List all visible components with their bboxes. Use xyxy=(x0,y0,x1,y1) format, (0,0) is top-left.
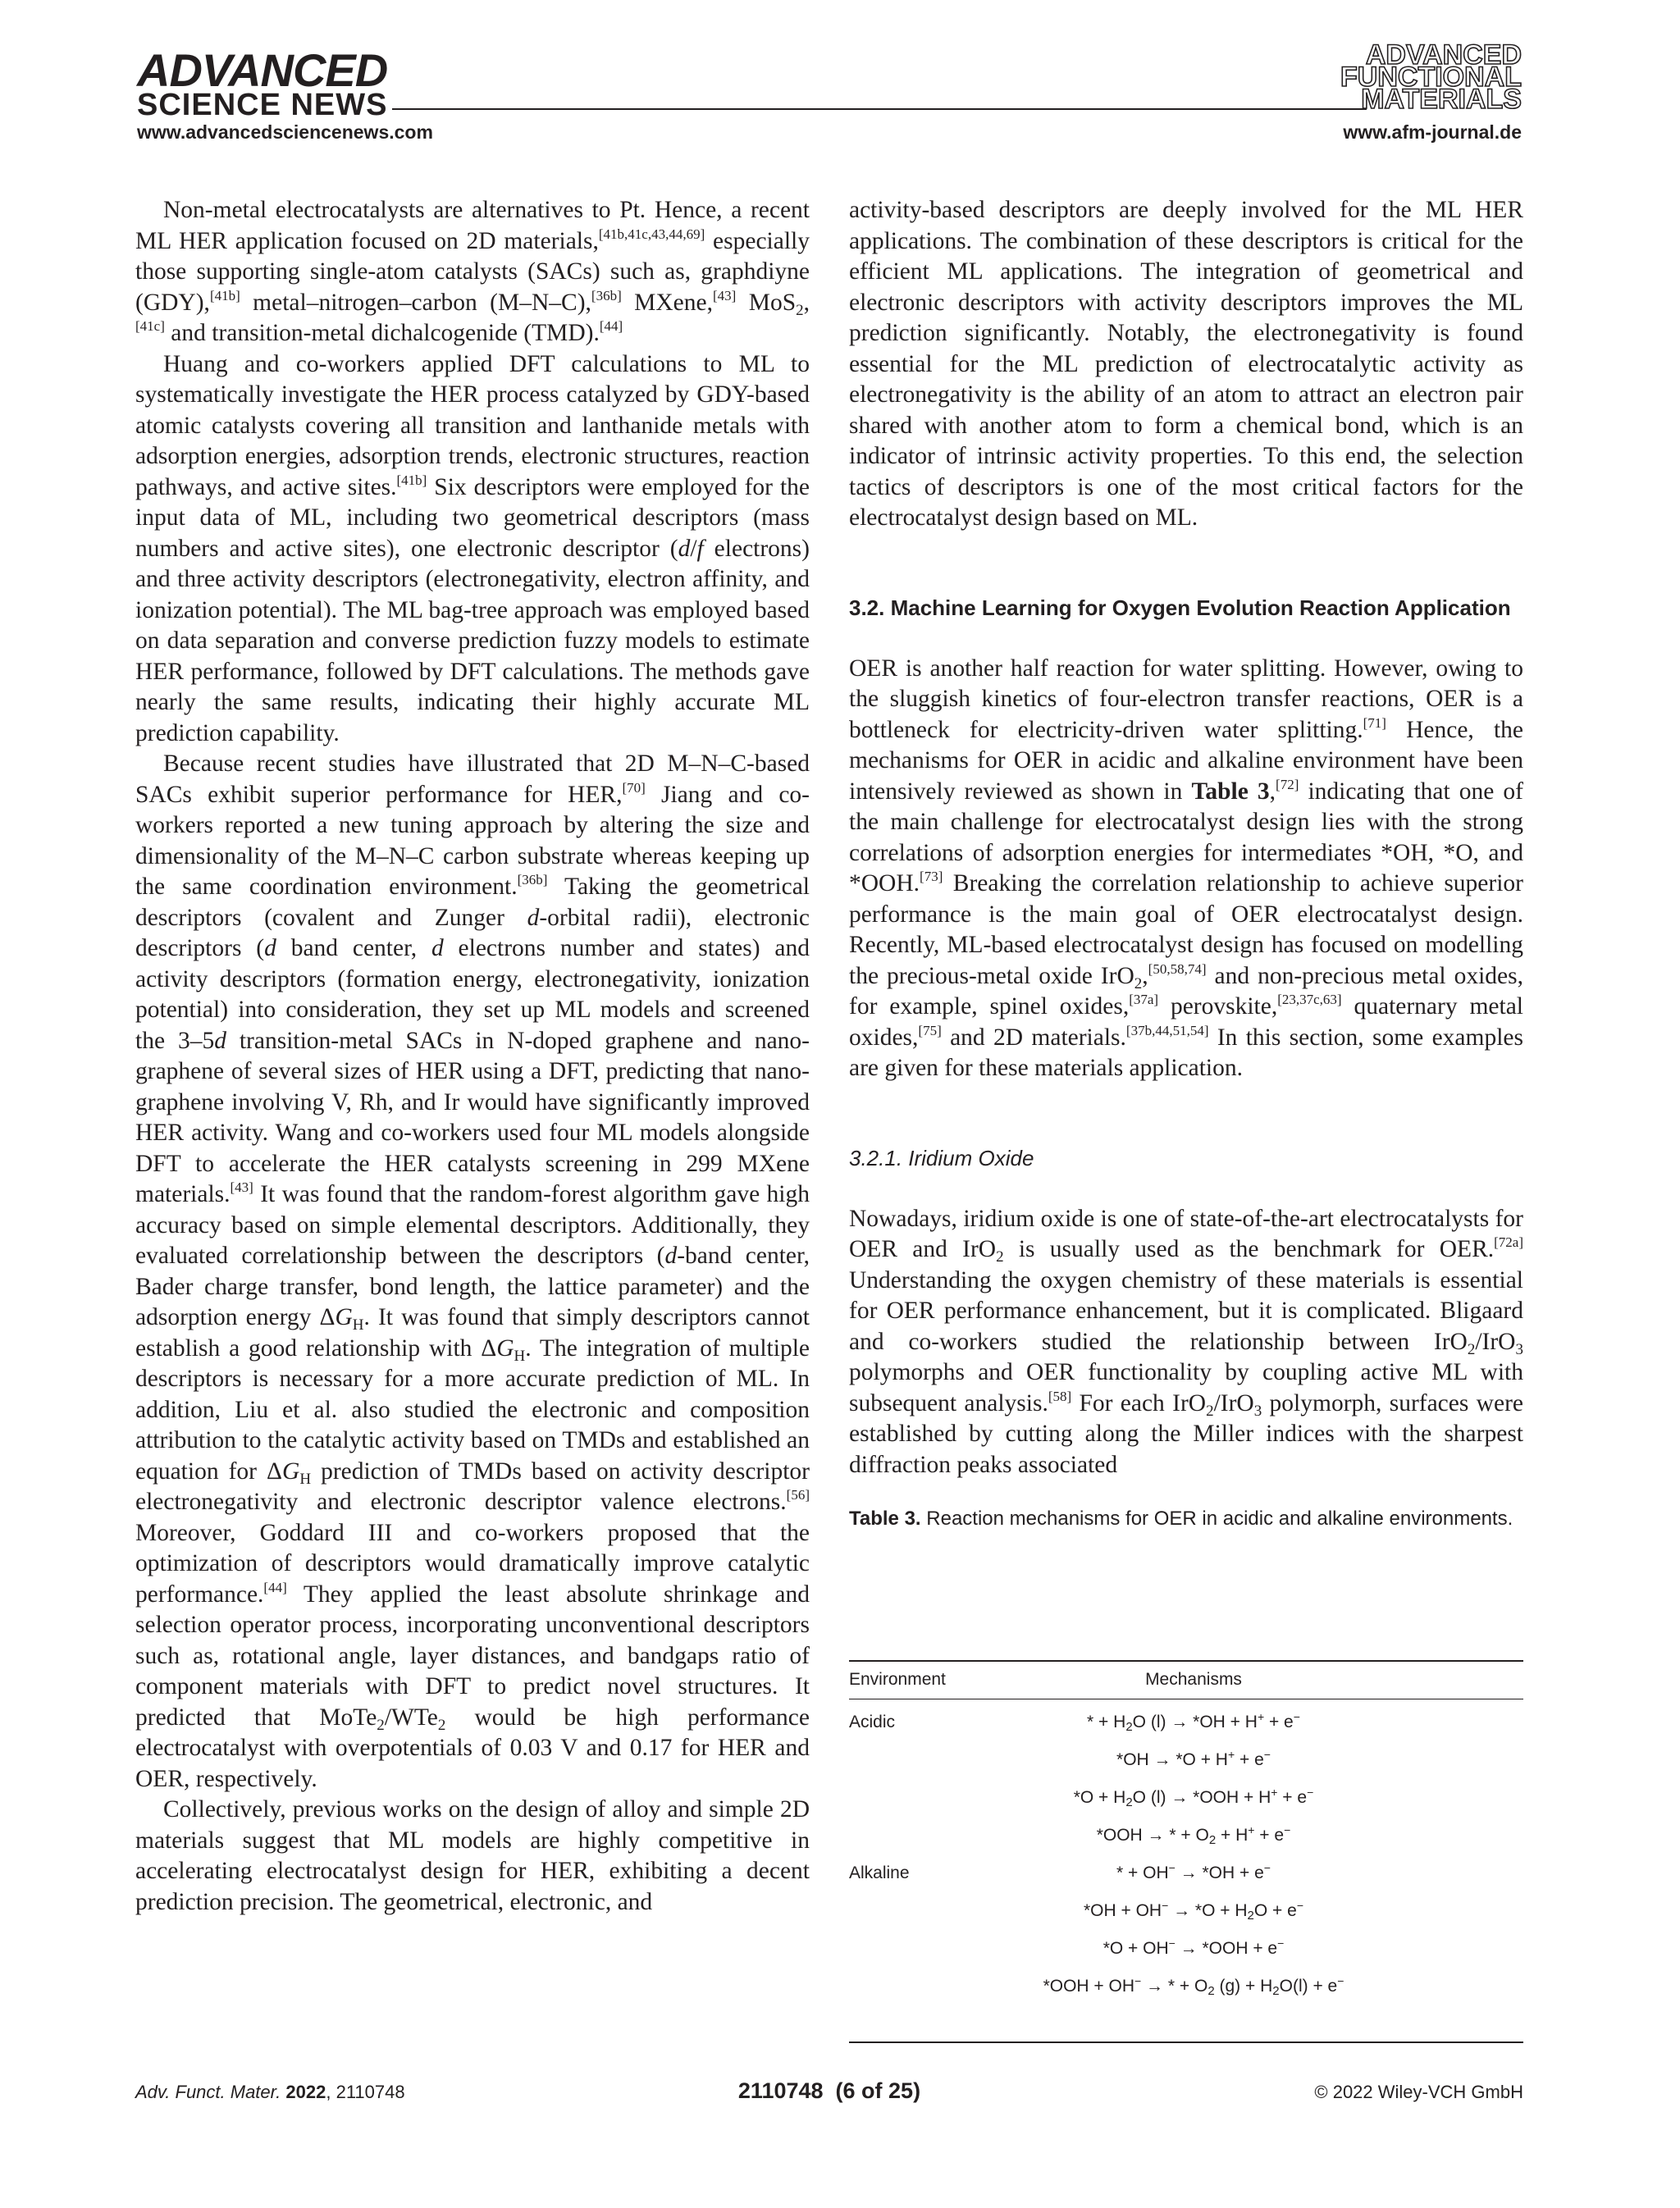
journal-logo-line: FUNCTIONAL xyxy=(1340,62,1522,93)
table-cell-mechanism: $*O + H_2O$ (l) → *OOH + H+ + e− xyxy=(1073,1786,1314,1809)
table-cell-mechanism: * + OH− → *OH + e− xyxy=(1116,1861,1271,1882)
table-row xyxy=(849,1780,1523,1818)
journal-logo-line: ADVANCED xyxy=(1365,39,1522,71)
footer-year: 2022 xyxy=(285,2082,326,2102)
subsection-heading: 3.2.1. Iridium Oxide xyxy=(849,1145,1034,1170)
logo-science-news: SCIENCE NEWS xyxy=(137,88,388,122)
logo-advanced: ADVANCED xyxy=(137,44,388,96)
table-cell-mechanism: * + $H_2O$ (l) → *OH + H+ + e− xyxy=(1087,1710,1300,1734)
publisher-logo xyxy=(137,44,388,122)
journal-url[interactable]: www.afm-journal.de xyxy=(1343,121,1522,143)
body-paragraph: Collectively, previous works on the design of alloy and simple 2D materials suggest that ML models are highly competitive in accelerating electrocatalyst design for HER, exhibiting a decent prediction precision. The geometrical, electronic, and xyxy=(135,1796,810,1915)
table-header-environment: Environment xyxy=(849,1670,946,1689)
body-paragraph: Non-metal electrocatalysts are alternatives to Pt. Hence, a recent ML HER application focused on 2D materials,[41b,41c,43,44,69] especially those supporting single-atom catalysts (SACs) such as, graphdiyne (GDY),[41b] metal–nitrogen–carbon (M–N–C),[36b] MXene,[43] MoS$_2$,[41c] and transition-metal dichalcogenide (TMD).[44] xyxy=(135,197,810,346)
section-heading: 3.2. Machine Learning for Oxygen Evolution Reaction Application xyxy=(849,595,1511,620)
table-header-mechanisms: Mechanisms xyxy=(1145,1670,1242,1689)
body-paragraph: Nowadays, iridium oxide is one of state-of-the-art electrocatalysts for OER and IrO$_2$ is usually used as the benchmark for OER.[72a] Understanding the oxygen chemistry of these materials is essential for OER performance enhancement, but it is complicated. Bligaard and co-workers studied the relationship between IrO$_2$/IrO$_3$ polymorphs and OER functionality by coupling active ML with subsequent analysis.[58] For each IrO$_2$/IrO$_3$ polymorph, surfaces were established by cutting along the Miller indices with the sharpest diffraction peaks associated xyxy=(849,1205,1524,1478)
table-top-rule xyxy=(849,1660,1523,1662)
table-row xyxy=(849,1968,1523,2006)
header-rule xyxy=(392,108,1367,110)
journal-logo xyxy=(1340,39,1522,115)
table-bottom-rule xyxy=(849,2041,1523,2043)
journal-logo-line: MATERIALS xyxy=(1361,84,1522,115)
table-cell-mechanism: *OOH → * + $O_2 + H^+ + e^-$ xyxy=(1096,1823,1291,1847)
table-cell-mechanism: *O + OH− → *OOH + e− xyxy=(1102,1937,1285,1958)
footer-page-number: 2110748 (6 of 25) xyxy=(737,2078,921,2103)
footer-article: , 2110748 xyxy=(326,2082,405,2102)
table-cell-mechanism: *OH → *O + H+ + e− xyxy=(1116,1748,1271,1769)
table-row xyxy=(849,1818,1523,1855)
table-cell-mechanism: $*OH + OH^- \to *O + H_2O + e^-$ xyxy=(1083,1899,1304,1923)
left-column xyxy=(135,195,810,1918)
table-cell-environment: Alkaline xyxy=(849,1864,910,1882)
table-caption xyxy=(849,1507,1523,1531)
body-paragraph: Huang and co-workers applied DFT calculations to ML to systematically investigate the HER process catalyzed by GDY-based atomic catalysts covering all transition and lanthanide metals with adsorption energies, adsorption trends, electronic structures, reaction pathways, and active sites.[41b] Six descriptors were employed for the input data of ML, including two geometrical descriptors (mass numbers and active sites), one electronic descriptor (d/f electrons) and three activity descriptors (electronegativity, electron affinity, and ionization potential). The ML bag-tree approach was employed based on data separation and converse prediction fuzzy models to estimate HER performance, followed by DFT calculations. The methods gave nearly the same results, indicating their highly accurate ML prediction capability. xyxy=(135,350,810,746)
footer-copyright: © 2022 Wiley-VCH GmbH xyxy=(1314,2082,1523,2102)
body-paragraph: Because recent studies have illustrated that 2D M–N–C-based SACs exhibit superior performance for HER,[70] Jiang and co-workers reported a new tuning approach by altering the size and dimensionality of the M–N–C carbon substrate whereas keeping up the same coordination environment.[36b] Taking the geometrical descriptors (covalent and Zunger d-orbital radii), electronic descriptors (d band center, d electrons number and states) and activity descriptors (formation energy, electronegativity, ionization potential) into consideration, they set up ML models and screened the 3–5d transition-metal SACs in N-doped graphene and nano-graphene of several sizes of HER using a DFT, predicting that nano-graphene involving V, Rh, and Ir would have significantly improved HER activity. Wang and co-workers used four ML models alongside DFT to accelerate the HER catalysts screening in 299 MXene materials.[43] It was found that the random-forest algorithm gave high accuracy based on simple elemental descriptors. Additionally, they evaluated correlationship between the descriptors (d-band center, Bader charge transfer, bond length, the lattice parameter) and the adsorption energy $\Delta G_H$. It was found that simply descriptors cannot establish a good relationship with $\Delta G_H$. The integration of multiple descriptors is necessary for a more accurate prediction of ML. In addition, Liu et al. also studied the electronic and composition attribution to the catalytic activity based on TMDs and established an equation for $\Delta G_H$ prediction of TMDs based on activity descriptor electronegativity and electronic descriptor valence electrons.[56] Moreover, Goddard III and co-workers proposed that the optimization of descriptors would dramatically improve catalytic performance.[44] They applied the least absolute shrinkage and selection operator process, incorporating unconventional descriptors such as, rotational angle, layer distances, and bandgaps ratio of component materials with DFT to predict novel structures. It predicted that MoTe$_2$/WTe$_2$ would be high performance electrocatalyst with overpotentials of 0.03 V and 0.17 for HER and OER, respectively. xyxy=(135,750,810,1792)
table-cell-environment: Acidic xyxy=(849,1713,896,1731)
table-label: Table 3. xyxy=(849,1508,921,1530)
table-row xyxy=(849,1893,1523,1931)
right-column xyxy=(849,195,1523,1531)
table-row xyxy=(849,1855,1523,1893)
body-paragraph: activity-based descriptors are deeply involved for the ML HER applications. The combination of these descriptors is critical for the efficient ML applications. The integration of geometrical and electronic descriptors with activity descriptors improves the ML prediction significantly. Notably, the electronegativity is found essential for the ML prediction of electrocatalytic activity as electronegativity is the ability of an atom to attract an electron pair shared with another atom to form a chemical bond, which is an indicator of intrinsic activity properties. To this end, the selection tactics of descriptors is one of the most critical factors for the electrocatalyst design based on ML. xyxy=(849,197,1523,531)
footer-journal: Adv. Funct. Mater. xyxy=(135,2082,281,2102)
table-caption-text: Reaction mechanisms for OER in acidic and alkaline environments. xyxy=(926,1508,1513,1530)
table-row xyxy=(849,1931,1523,1968)
publisher-url[interactable]: www.advancedsciencenews.com xyxy=(137,121,433,143)
table-row xyxy=(849,1704,1523,1742)
body-paragraph: OER is another half reaction for water splitting. However, owing to the sluggish kinetics of four-electron transfer reactions, OER is a bottleneck for electricity-driven water splitting.[71] Hence, the mechanisms for OER in acidic and alkaline environment have been intensively reviewed as shown in Table 3,[72] indicating that one of the main challenge for electrocatalyst design lies with the strong correlations of adsorption energies for intermediates *OH, *O, and *OOH.[73] Breaking the correlation relationship to achieve superior performance is the main goal of OER electrocatalyst design. Recently, ML-based electrocatalyst design has focused on modelling the precious-metal oxide IrO$_2$,[50,58,74] and non-precious metal oxides, for example, spinel oxides,[37a] perovskite,[23,37c,63] quaternary metal oxides,[75] and 2D materials.[37b,44,51,54] In this section, some examples are given for these materials application. xyxy=(849,655,1523,1081)
table-cell-mechanism: *OOH + OH− → * + $O_2$ $(g) + H_2O(l) + e^-$ xyxy=(1043,1974,1344,1998)
table-row xyxy=(849,1742,1523,1780)
